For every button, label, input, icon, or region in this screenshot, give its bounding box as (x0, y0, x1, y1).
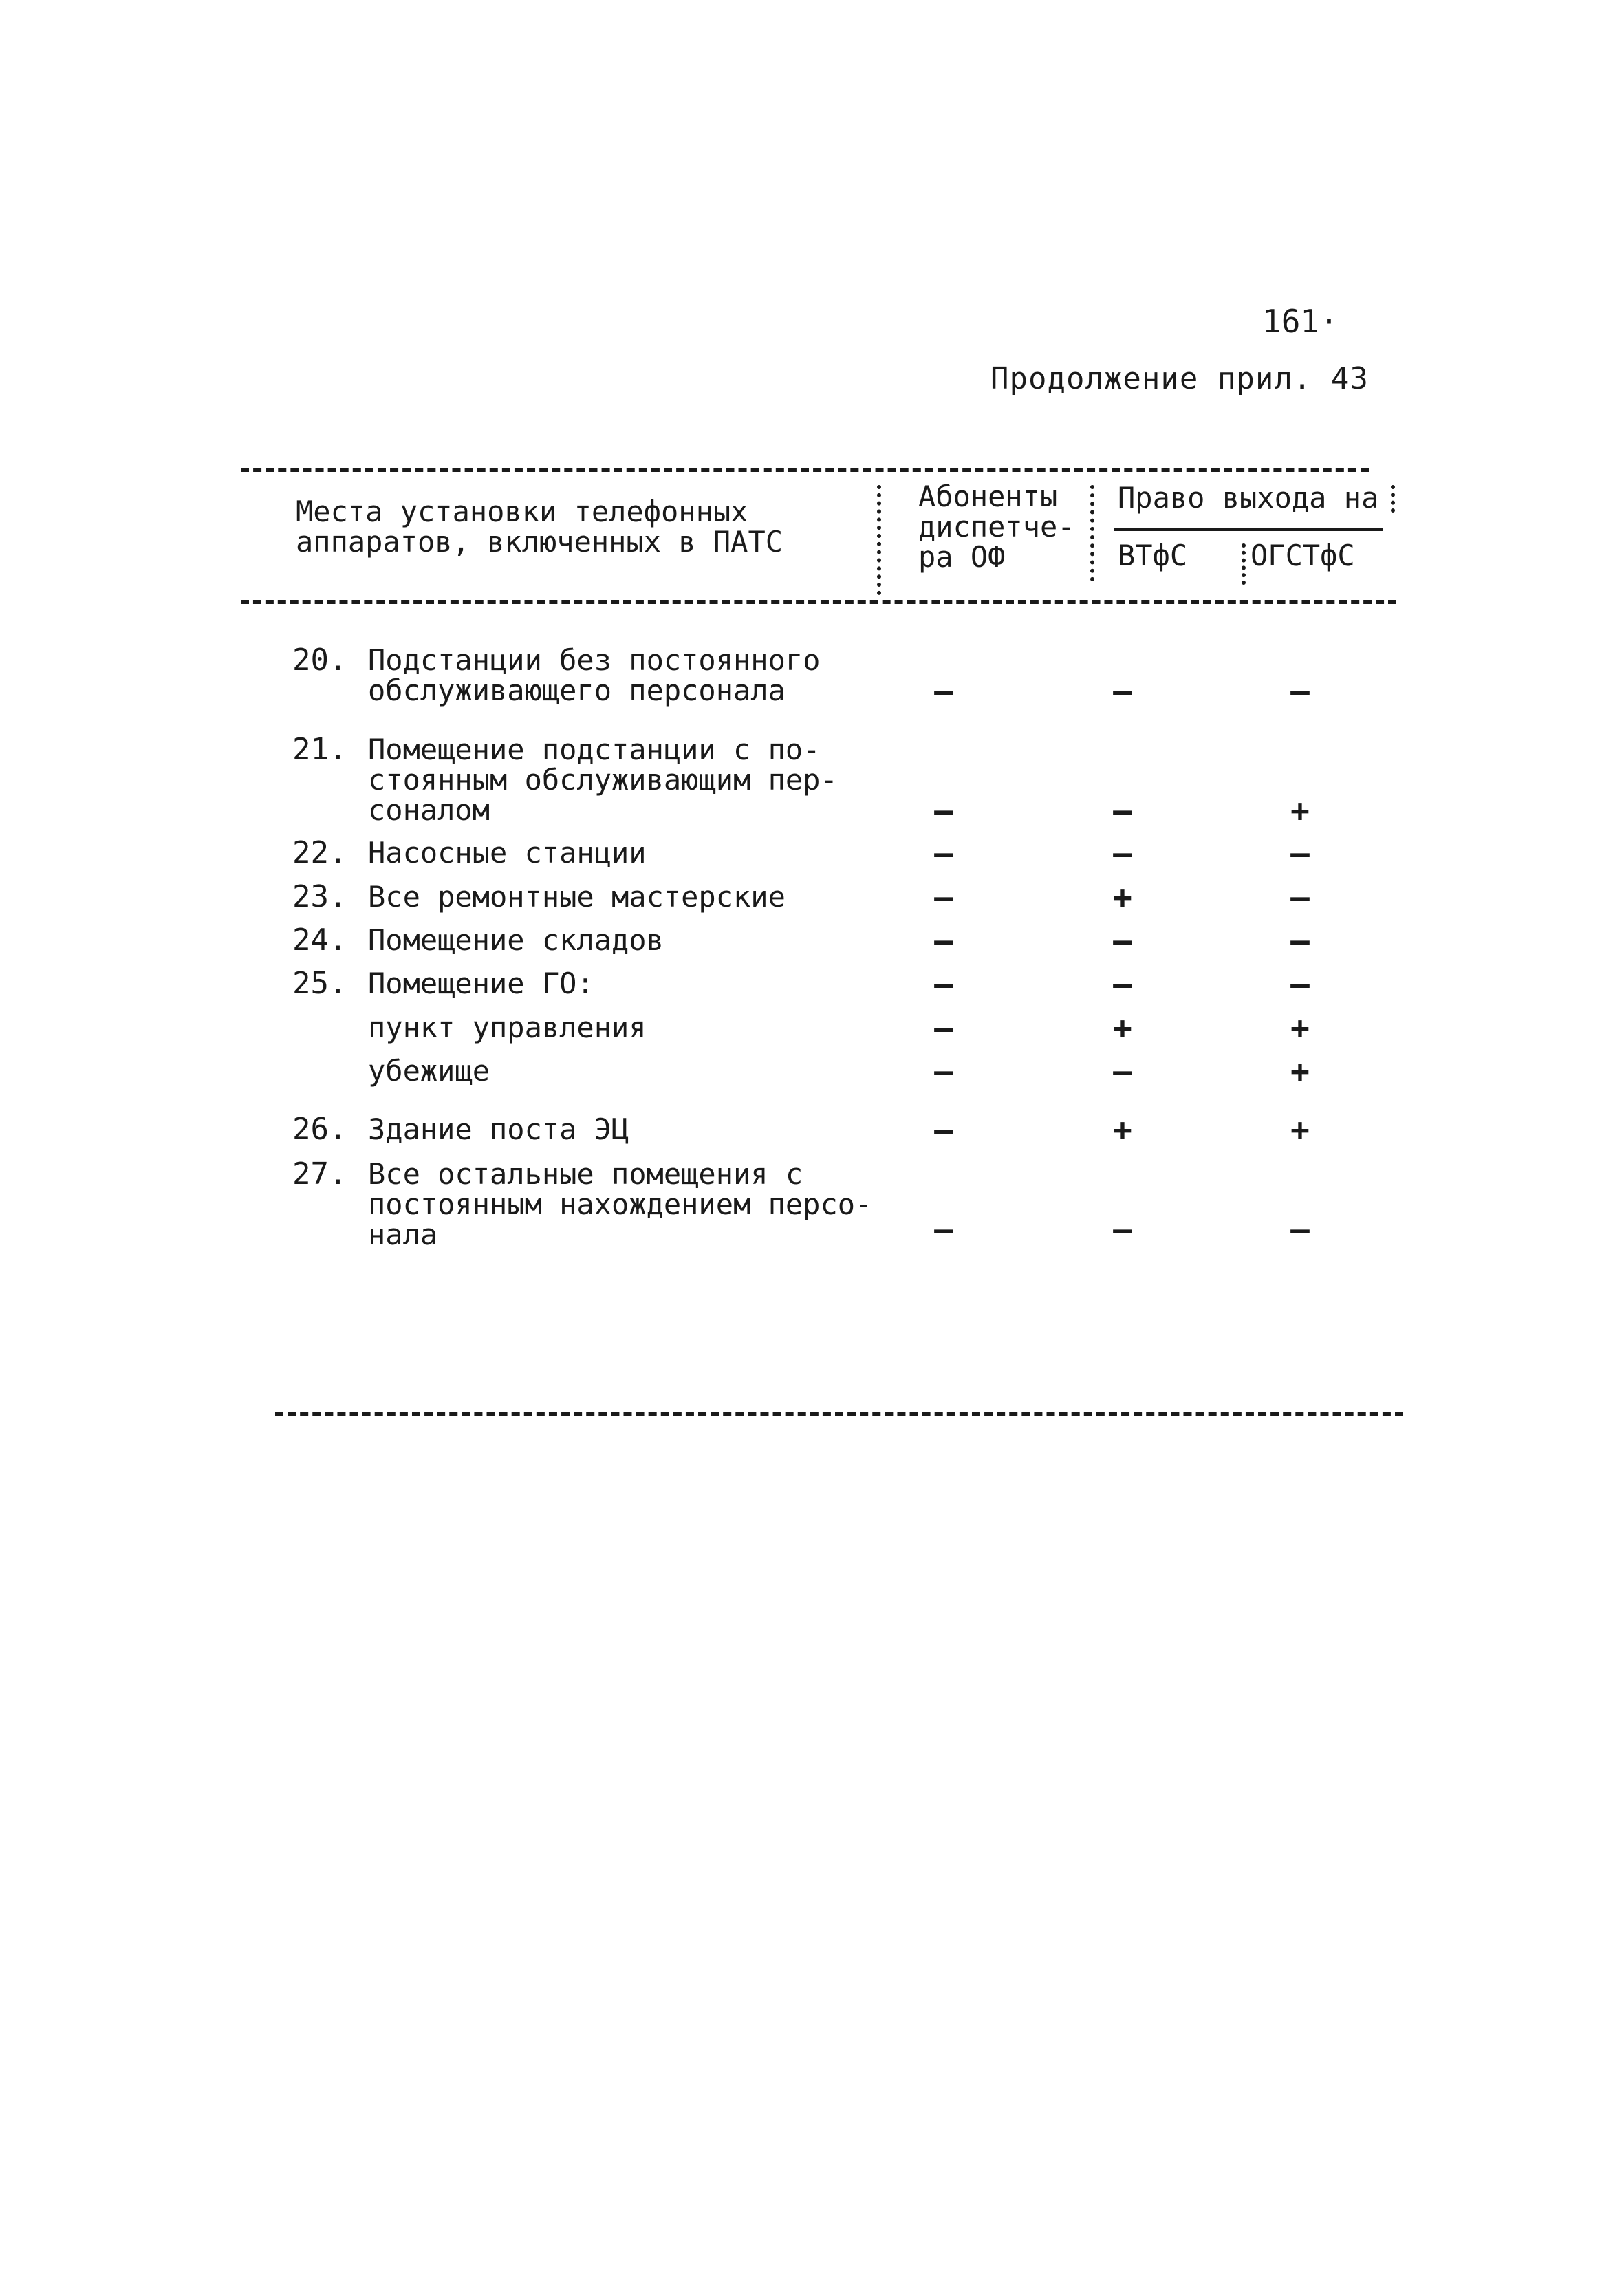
header-rights-group: Право выхода на (1118, 481, 1379, 515)
cell-vtfs: – (1113, 965, 1132, 1002)
cell-vtfs: + (1113, 1111, 1132, 1148)
cell-ogstfs: – (1290, 922, 1310, 959)
row-text: Помещение ГО: (368, 967, 594, 1000)
cell-subscribers: – (934, 878, 953, 916)
cell-vtfs: + (1113, 878, 1132, 916)
header-separator-3 (1242, 543, 1246, 585)
table-top-rule (241, 468, 1369, 472)
row-number: 25. (292, 966, 347, 1001)
row-number: 24. (292, 923, 347, 958)
cell-vtfs: – (1113, 834, 1132, 872)
row-text: Все остальные помещения с постоянным нахождением персо- нала (368, 1157, 873, 1251)
table-bottom-rule (275, 1412, 1403, 1416)
row-number: 23. (292, 879, 347, 914)
cell-subscribers: – (934, 922, 953, 959)
cell-ogstfs: + (1290, 1053, 1310, 1090)
header-separator-1 (877, 485, 881, 595)
header-place-column: Места установки телефонных аппаратов, включенных в ПАТС (296, 495, 783, 559)
header-bottom-rule (241, 600, 1396, 604)
header-separator-4 (1391, 485, 1395, 513)
continuation-label: Продолжение прил. 43 (990, 361, 1369, 396)
header-subscribers-column: Абоненты диспетче- ра ОФ (918, 479, 1075, 574)
row-text: Все ремонтные мастерские (368, 880, 786, 914)
row-number: 20. (292, 643, 347, 678)
row-number: 21. (292, 732, 347, 767)
header-separator-2 (1090, 485, 1094, 581)
row-text: Здание поста ЭЦ (368, 1112, 629, 1146)
cell-ogstfs: – (1290, 878, 1310, 916)
cell-vtfs: – (1113, 672, 1132, 709)
cell-ogstfs: – (1290, 834, 1310, 872)
cell-subscribers: – (934, 1211, 953, 1248)
cell-subscribers: – (934, 965, 953, 1002)
cell-ogstfs: – (1290, 1211, 1310, 1248)
row-text: Помещение складов (368, 923, 664, 957)
cell-subscribers: – (934, 672, 953, 709)
row-number: 26. (292, 1112, 347, 1147)
cell-ogstfs: + (1290, 1111, 1310, 1148)
cell-ogstfs: + (1290, 792, 1310, 829)
cell-ogstfs: + (1290, 1009, 1310, 1046)
cell-subscribers: – (934, 1009, 953, 1046)
cell-vtfs: + (1113, 1009, 1132, 1046)
cell-vtfs: – (1113, 1053, 1132, 1090)
row-text: Помещение подстанции с по- стоянным обслуживающим пер- соналом (368, 733, 838, 827)
cell-vtfs: – (1113, 1211, 1132, 1248)
page-number: 161· (1262, 303, 1339, 340)
row-number: 22. (292, 835, 347, 870)
header-rights-underline (1114, 528, 1383, 531)
cell-vtfs: – (1113, 792, 1132, 829)
header-vtfs-column: ВТфС (1118, 539, 1188, 572)
cell-vtfs: – (1113, 922, 1132, 959)
header-ogstfs-column: ОГСТфС (1251, 539, 1355, 572)
row-text: Насосные станции (368, 836, 647, 870)
cell-ogstfs: – (1290, 672, 1310, 709)
row-text: Подстанции без постоянного обслуживающего персонала (368, 643, 821, 707)
cell-subscribers: – (934, 792, 953, 829)
row-text: пункт управления (368, 1011, 647, 1044)
cell-subscribers: – (934, 1053, 953, 1090)
row-text: убежище (368, 1054, 490, 1088)
cell-ogstfs: – (1290, 965, 1310, 1002)
row-number: 27. (292, 1156, 347, 1192)
cell-subscribers: – (934, 1111, 953, 1148)
cell-subscribers: – (934, 834, 953, 872)
